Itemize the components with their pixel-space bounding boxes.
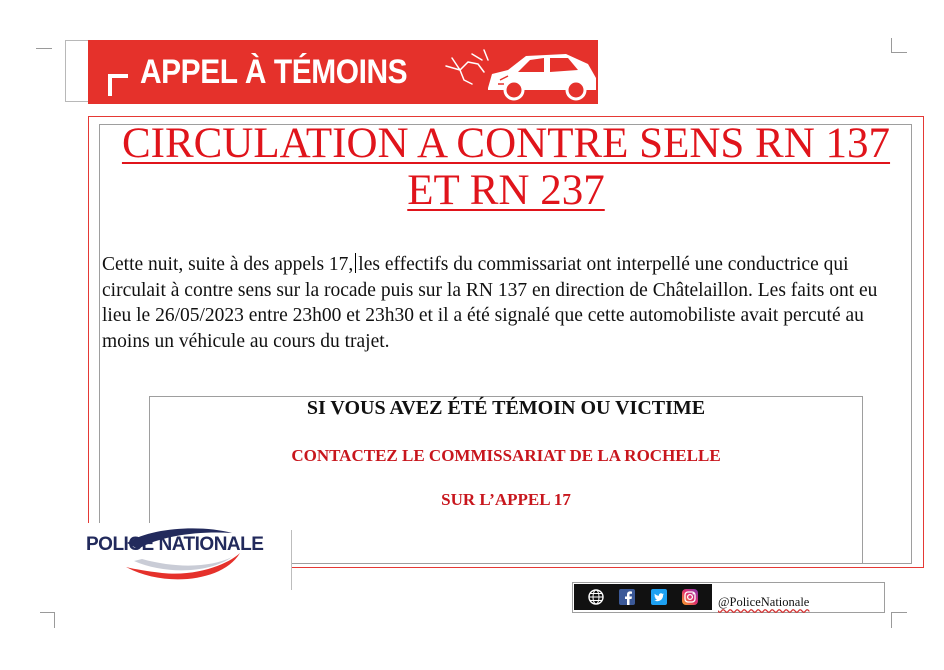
crop-mark xyxy=(891,612,892,628)
crop-mark xyxy=(891,52,907,53)
notice-title xyxy=(100,120,912,214)
banner-corner-decoration xyxy=(108,74,128,96)
contact-line-commissariat: CONTACTEZ LE COMMISSARIAT DE LA ROCHELLE xyxy=(291,446,721,465)
notice-body-part1: Cette nuit, suite à des appels 17, xyxy=(102,254,354,275)
crop-mark xyxy=(40,612,54,613)
contact-line-call: SUR L’APPEL 17 xyxy=(441,490,571,509)
facebook-icon[interactable] xyxy=(619,589,635,605)
crop-mark xyxy=(54,612,55,628)
police-nationale-logo xyxy=(82,523,292,589)
banner-title: APPEL À TÉMOINS xyxy=(140,53,408,91)
logo-divider xyxy=(291,530,292,590)
notice-body[interactable] xyxy=(102,252,902,354)
web-icon[interactable] xyxy=(588,589,604,605)
instagram-icon[interactable] xyxy=(682,589,698,605)
crashed-car-icon xyxy=(438,44,598,102)
contact-heading: SI VOUS AVEZ ÉTÉ TÉMOIN OU VICTIME xyxy=(306,397,706,419)
twitter-icon[interactable] xyxy=(651,589,667,605)
crop-mark xyxy=(891,612,907,613)
tricolor-swoosh-icon xyxy=(82,523,292,589)
social-handle[interactable]: @PoliceNationale xyxy=(718,595,810,609)
notice-title-line1: CIRCULATION A CONTRE SENS RN 137 xyxy=(121,120,891,167)
social-icons-bar xyxy=(574,584,712,610)
logo-text: POLICE NATIONALE xyxy=(86,534,264,555)
notice-title-line2: ET RN 237 xyxy=(407,167,605,214)
notice-body-part2: les effectifs du commissariat ont interpellé une conductrice qui circulait à contre sens sur la rocade puis sur la RN 137 en direction de Châtelaillon. Les faits ont eu lieu le 26/05/2023 entre 23h00 et 23h30 et il a été signalé que cette automobiliste avait percuté au moins un véhicule au cours du trajet. xyxy=(102,254,878,352)
text-cursor xyxy=(355,253,356,273)
crop-mark xyxy=(36,48,52,49)
crop-mark xyxy=(891,38,892,52)
appeal-banner xyxy=(88,40,598,104)
